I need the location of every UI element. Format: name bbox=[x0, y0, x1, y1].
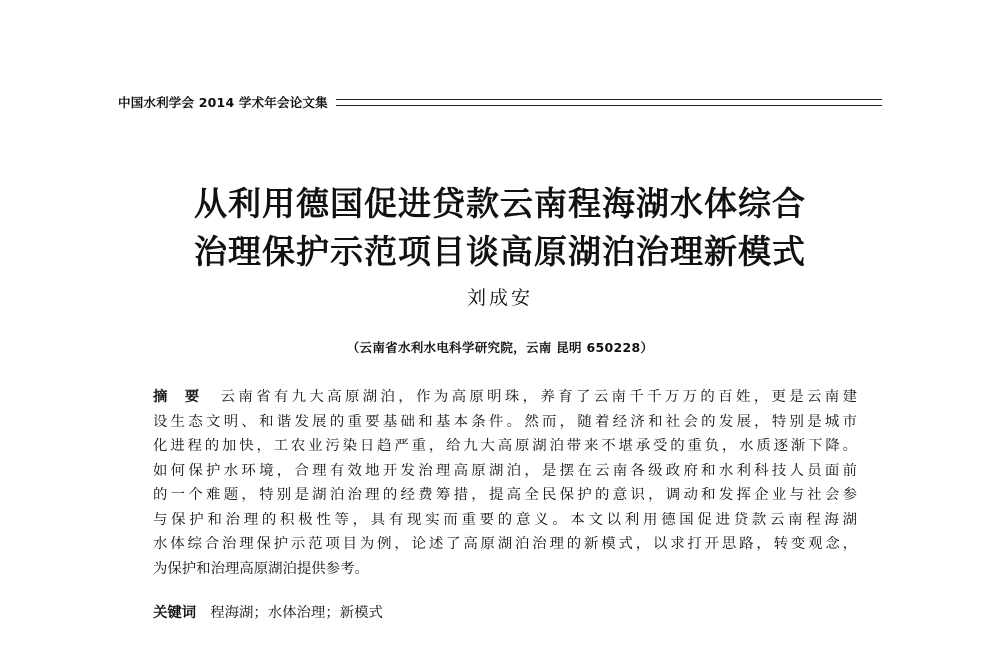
paper-title-line-1: 从利用德国促进贷款云南程海湖水体综合 bbox=[194, 184, 806, 223]
abstract-line: 与保护和治理的积极性等，具有现实而重要的意义。本文以利用德国促进贷款云南程海湖 bbox=[153, 511, 857, 528]
abstract-line: 化进程的加快，工农业污染日趋严重，给九大高原湖泊带来不堪承受的重负，水质逐渐下降。 bbox=[153, 438, 857, 454]
running-header-title: 中国水利学会 2014 学术年会论文集 bbox=[118, 95, 328, 110]
abstract-line: 如何保护水环境，合理有效地开发治理高原湖泊，是摆在云南各级政府和水利科技人员面前 bbox=[153, 462, 857, 479]
running-header bbox=[118, 92, 882, 112]
abstract-line: 设生态文明、和谐发展的重要基础和基本条件。然而，随着经济和社会的发展，特别是城市 bbox=[153, 413, 857, 430]
abstract-label: 摘要 bbox=[153, 389, 217, 405]
abstract-line: 水体综合治理保护示范项目为例，论述了高原湖泊治理的新模式，以求打开思路，转变观念， bbox=[153, 536, 857, 552]
abstract-line bbox=[153, 385, 857, 410]
paper-title bbox=[100, 180, 900, 276]
abstract-line: 为保护和治理高原湖泊提供参考。 bbox=[153, 560, 369, 577]
abstract bbox=[153, 385, 857, 581]
keywords-text: 程海湖；水体治理；新模式 bbox=[210, 605, 383, 621]
abstract-line-text: 云南省有九大高原湖泊，作为高原明珠，养育了云南千千万万的百姓，更是云南建 bbox=[220, 389, 857, 405]
header-rule bbox=[336, 99, 882, 106]
author-name: 刘成安 bbox=[466, 287, 533, 309]
paper-title-line-2: 治理保护示范项目谈高原湖泊治理新模式 bbox=[194, 232, 806, 271]
keywords bbox=[153, 601, 857, 625]
author-affiliation: （云南省水利水电科学研究院，云南 昆明 650228） bbox=[346, 340, 654, 355]
keywords-label: 关键词 bbox=[153, 605, 197, 621]
abstract-line: 的一个难题，特别是湖泊治理的经费筹措，提高全民保护的意识，调动和发挥企业与社会参 bbox=[153, 487, 857, 503]
